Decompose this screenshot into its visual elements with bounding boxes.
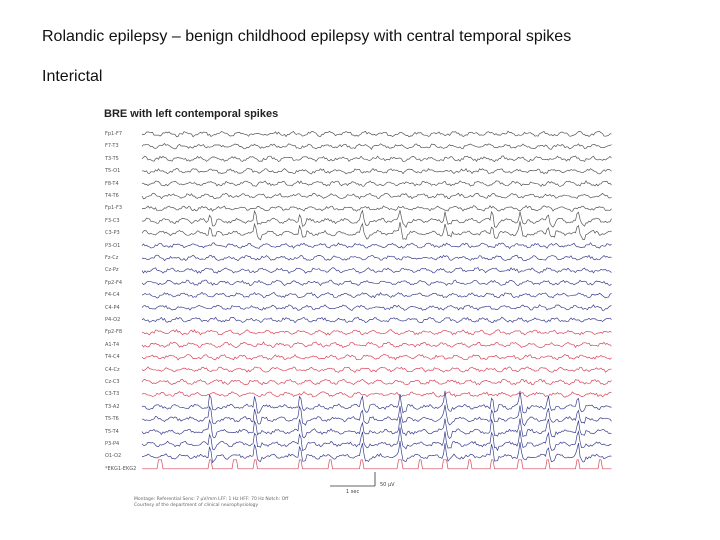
channel-label: C3-P3 bbox=[105, 230, 120, 237]
channel-label: Fz-Cz bbox=[105, 255, 119, 261]
channel-label: F3-C3 bbox=[105, 217, 120, 224]
footer-note-2: Courtesy of the department of clinical neurophysiology bbox=[134, 503, 259, 508]
eeg-trace bbox=[142, 206, 612, 212]
eeg-trace bbox=[142, 193, 612, 199]
eeg-trace bbox=[142, 243, 612, 249]
eeg-trace bbox=[142, 392, 612, 398]
channel-label: T5-O1 bbox=[105, 168, 121, 175]
scale-bar bbox=[330, 472, 375, 486]
channel-label: Cz-Pz bbox=[105, 267, 119, 274]
channel-label: F7-T3 bbox=[105, 143, 119, 150]
channel-label: P4-O2 bbox=[105, 317, 121, 323]
channel-label: C3-T3 bbox=[105, 391, 120, 398]
channel-label: F4-C4 bbox=[105, 292, 120, 299]
channel-label: C4-Cz bbox=[105, 366, 120, 373]
eeg-trace bbox=[142, 255, 612, 261]
eeg-trace bbox=[142, 292, 612, 298]
channel-label: T4-T6 bbox=[105, 193, 119, 199]
channel-label: F8-T4 bbox=[105, 180, 119, 187]
channel-label: C4-P4 bbox=[105, 304, 120, 311]
eeg-trace bbox=[142, 144, 612, 150]
amplitude-scale-label: 50 µV bbox=[380, 482, 395, 488]
channel-label: T5-T6 bbox=[105, 416, 119, 423]
channel-label: Fp2-F4 bbox=[105, 279, 123, 286]
slide-title: Rolandic epilepsy – benign childhood epilepsy with central temporal spikes bbox=[42, 28, 572, 45]
channel-label: P3-P4 bbox=[105, 441, 120, 447]
eeg-trace bbox=[142, 268, 612, 274]
channel-label: T5-T4 bbox=[105, 428, 119, 435]
channel-label: *EKG1-EKG2 bbox=[105, 465, 137, 472]
footer-note-1: Montage: Referential Sens: 7 µV/mm LFF: 1 Hz HFF: 70 Hz Notch: Off bbox=[134, 497, 289, 502]
eeg-trace bbox=[142, 168, 612, 174]
eeg-trace bbox=[142, 379, 612, 385]
eeg-trace bbox=[142, 330, 612, 336]
channel-label: A1-T4 bbox=[105, 341, 120, 348]
eeg-trace bbox=[142, 131, 612, 137]
eeg-trace bbox=[142, 428, 612, 451]
eeg-trace bbox=[142, 210, 612, 227]
channel-label: T3-A2 bbox=[105, 403, 120, 410]
eeg-trace bbox=[142, 367, 612, 373]
eeg-trace bbox=[142, 317, 612, 323]
time-scale-label: 1 sec bbox=[346, 489, 360, 495]
channel-label: Fp1-F3 bbox=[105, 205, 123, 212]
slide-subtitle: Interictal bbox=[42, 68, 103, 85]
channel-label: P3-O1 bbox=[105, 242, 121, 249]
channel-label: Cz-C3 bbox=[105, 379, 120, 385]
figure-title: BRE with left contemporal spikes bbox=[104, 108, 279, 120]
eeg-trace bbox=[142, 156, 612, 162]
eeg-trace bbox=[142, 305, 612, 311]
channel-label: T3-T5 bbox=[105, 155, 119, 162]
channel-label: O1-O2 bbox=[105, 453, 122, 460]
eeg-traces bbox=[100, 104, 618, 516]
channel-label: T4-C4 bbox=[105, 354, 120, 361]
channel-label: Fp2-F8 bbox=[105, 329, 123, 336]
eeg-trace bbox=[142, 354, 612, 360]
channel-label: Fp1-F7 bbox=[105, 131, 123, 137]
eeg-trace bbox=[142, 280, 612, 286]
eeg-trace bbox=[142, 342, 612, 348]
eeg-trace bbox=[142, 181, 612, 187]
eeg-figure bbox=[100, 104, 618, 516]
